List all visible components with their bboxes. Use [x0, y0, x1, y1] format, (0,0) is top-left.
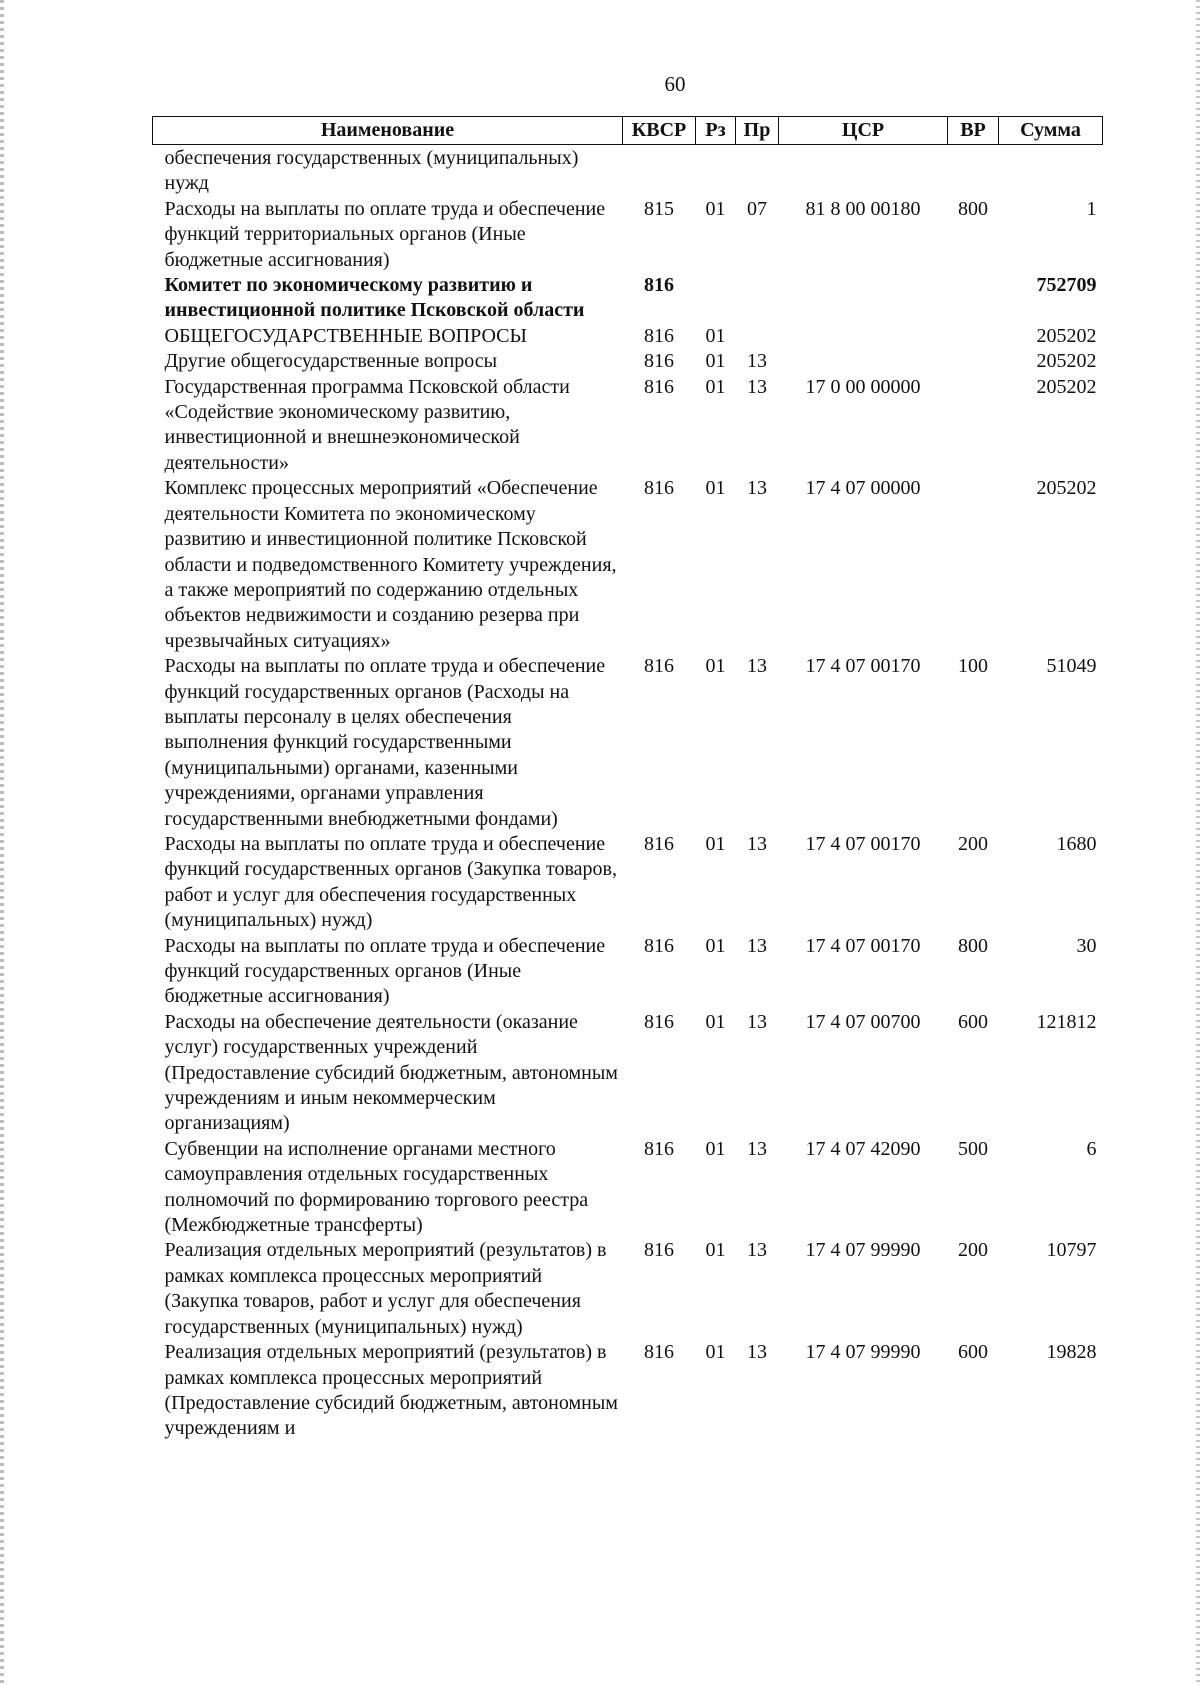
- row-kvsr: [623, 145, 696, 197]
- row-name: Расходы на выплаты по оплате труда и обеспечение функций государственных органов (Иные бюджетные ассигнования): [164, 934, 606, 1008]
- row-sum: 19828: [1046, 1341, 1097, 1364]
- row-sum: 6: [1086, 1137, 1097, 1160]
- row-name: Расходы на выплаты по оплате труда и обеспечение функций государственных органов (Расходы на выплаты персоналу в целях обеспечения выполнения функций государственными (муниципальными) органами, казенными учреждениями, органами управления государственными внебюджетными фондами): [164, 655, 606, 830]
- row-pr: 13: [747, 477, 767, 500]
- row-pr: 07: [747, 197, 767, 220]
- row-vr: 600: [958, 1341, 988, 1364]
- row-vr: 800: [958, 197, 988, 220]
- header-csr: ЦСР: [779, 117, 948, 145]
- row-pr: 13: [747, 1137, 767, 1160]
- row-csr: 17 4 07 99990: [805, 1239, 921, 1262]
- header-vr: ВР: [948, 117, 999, 145]
- row-sum: 1680: [1056, 832, 1097, 855]
- row-name: Комплекс процессных мероприятий «Обеспечение деятельности Комитета по экономическому развитию и инвестиционной политике Псковской области и подведомственного Комитету учреждения, а также мероприятий по содержанию отдельных объектов недвижимости и созданию резерва при чрезвычайных ситуациях»: [164, 477, 617, 652]
- row-name: Другие общегосударственные вопросы: [164, 350, 498, 373]
- row-kvsr: 816: [644, 375, 674, 398]
- row-sum: 205202: [1036, 375, 1097, 398]
- row-pr: 13: [747, 655, 767, 678]
- row-csr: 17 4 07 00170: [805, 832, 921, 855]
- table-row: [153, 1340, 1103, 1442]
- table-row: [153, 1137, 1103, 1239]
- row-sum: 752709: [1036, 274, 1097, 297]
- row-pr: [736, 145, 779, 197]
- row-csr: 17 4 07 00000: [805, 477, 921, 500]
- row-csr: 17 4 07 42090: [805, 1137, 921, 1160]
- row-name: ОБЩЕГОСУДАРСТВЕННЫЕ ВОПРОСЫ: [164, 324, 527, 347]
- row-kvsr: 816: [644, 1010, 674, 1033]
- row-rz: 01: [705, 197, 726, 220]
- row-rz: 01: [705, 1239, 726, 1262]
- row-csr: [779, 324, 948, 349]
- header-pr: Пр: [736, 117, 779, 145]
- header-name: Наименование: [153, 117, 623, 145]
- row-rz: 01: [705, 655, 726, 678]
- header-kvsr: КВСР: [623, 117, 696, 145]
- row-rz: 01: [705, 934, 726, 957]
- row-sum: 205202: [1036, 350, 1097, 373]
- row-pr: 13: [747, 350, 767, 373]
- row-kvsr: 816: [644, 274, 674, 297]
- row-vr: 100: [958, 655, 988, 678]
- header-rz: Рз: [696, 117, 736, 145]
- row-kvsr: 816: [644, 1137, 674, 1160]
- table-row: [153, 1010, 1103, 1137]
- row-pr: [736, 273, 779, 324]
- row-name: Реализация отдельных мероприятий (результатов) в рамках комплекса процессных мероприятий (Предоставление субсидий бюджетным, автономным учреждениям и: [164, 1341, 618, 1440]
- row-vr: 800: [958, 934, 988, 957]
- row-rz: 01: [705, 375, 726, 398]
- row-kvsr: 816: [644, 477, 674, 500]
- row-pr: 13: [747, 1341, 767, 1364]
- row-csr: 17 0 00 00000: [805, 375, 921, 398]
- row-kvsr: 816: [644, 1239, 674, 1262]
- table-body: [153, 145, 1103, 1442]
- row-kvsr: 816: [644, 934, 674, 957]
- table-row: [153, 349, 1103, 374]
- row-name: Расходы на обеспечение деятельности (оказание услуг) государственных учреждений (Предоставление субсидий бюджетным, автономным учреждениям и иным некоммерческим организациям): [164, 1010, 618, 1135]
- row-rz: 01: [705, 477, 726, 500]
- scan-edge-left: [0, 0, 4, 1686]
- row-csr: 17 4 07 00170: [805, 934, 921, 957]
- table-row: [153, 832, 1103, 934]
- row-sum: 1: [1086, 197, 1097, 220]
- row-csr: 17 4 07 99990: [805, 1341, 921, 1364]
- row-rz: 01: [705, 324, 726, 347]
- row-sum: 30: [1076, 934, 1097, 957]
- row-name: Реализация отдельных мероприятий (результатов) в рамках комплекса процессных мероприятий (Закупка товаров, работ и услуг для обеспечения государственных (муниципальных) нужд): [164, 1239, 607, 1338]
- row-sum: 51049: [1046, 655, 1097, 678]
- table-row: [153, 273, 1103, 324]
- table-row: [153, 197, 1103, 273]
- row-rz: 01: [705, 1137, 726, 1160]
- budget-table: [152, 116, 1103, 1442]
- table-header: [153, 117, 1103, 145]
- row-rz: 01: [705, 350, 726, 373]
- row-csr: [779, 145, 948, 197]
- row-kvsr: 816: [644, 1341, 674, 1364]
- table-row: [153, 375, 1103, 477]
- row-kvsr: 816: [644, 655, 674, 678]
- row-pr: 13: [747, 934, 767, 957]
- row-rz: [696, 145, 736, 197]
- row-pr: 13: [747, 1239, 767, 1262]
- row-kvsr: 816: [644, 350, 674, 373]
- row-pr: 13: [747, 832, 767, 855]
- row-rz: 01: [705, 1341, 726, 1364]
- table-row: [153, 324, 1103, 349]
- row-kvsr: 815: [644, 197, 674, 220]
- row-name: Расходы на выплаты по оплате труда и обеспечение функций территориальных органов (Иные бюджетные ассигнования): [164, 197, 606, 271]
- row-vr: [948, 273, 999, 324]
- row-name: Расходы на выплаты по оплате труда и обеспечение функций государственных органов (Закупка товаров, работ и услуг для обеспечения государственных (муниципальных) нужд): [164, 832, 617, 932]
- scan-edge-right: [1196, 0, 1200, 1686]
- row-name: Комитет по экономическому развитию и инвестиционной политике Псковской области: [164, 274, 585, 322]
- row-pr: [736, 324, 779, 349]
- row-csr: 17 4 07 00700: [805, 1010, 921, 1033]
- row-vr: 500: [958, 1137, 988, 1160]
- table-row: [153, 476, 1103, 654]
- table-row: [153, 654, 1103, 832]
- row-sum: 205202: [1036, 324, 1097, 347]
- row-vr: 600: [958, 1010, 988, 1033]
- row-name: Государственная программа Псковской области «Содействие экономическому развитию, инвестиционной и внешнеэкономической деятельности»: [164, 375, 570, 474]
- table-row: [153, 934, 1103, 1010]
- row-kvsr: 816: [644, 832, 674, 855]
- row-rz: [696, 273, 736, 324]
- table-row: [153, 145, 1103, 197]
- page-number: 60: [664, 72, 686, 96]
- row-sum: 121812: [1036, 1010, 1097, 1033]
- row-vr: [948, 476, 999, 654]
- row-vr: [948, 349, 999, 374]
- row-name: Субвенции на исполнение органами местного самоуправления отдельных государственных полномочий по формированию торгового реестра (Межбюджетные трансферты): [164, 1137, 589, 1237]
- row-csr: [779, 349, 948, 374]
- row-rz: 01: [705, 1010, 726, 1033]
- row-kvsr: 816: [644, 324, 674, 347]
- row-vr: 200: [958, 832, 988, 855]
- header-sum: Сумма: [999, 117, 1103, 145]
- row-rz: 01: [705, 832, 726, 855]
- row-sum: 10797: [1046, 1239, 1097, 1262]
- row-sum: [999, 145, 1103, 197]
- row-sum: 205202: [1036, 477, 1097, 500]
- row-vr: [948, 375, 999, 477]
- row-csr: 81 8 00 00180: [805, 197, 921, 220]
- row-pr: 13: [747, 375, 767, 398]
- row-name: обеспечения государственных (муниципальных) нужд: [164, 147, 579, 195]
- row-csr: 17 4 07 00170: [805, 655, 921, 678]
- row-vr: [948, 324, 999, 349]
- table-row: [153, 1238, 1103, 1340]
- row-vr: [948, 145, 999, 197]
- row-vr: 200: [958, 1239, 988, 1262]
- row-csr: [779, 273, 948, 324]
- row-pr: 13: [747, 1010, 767, 1033]
